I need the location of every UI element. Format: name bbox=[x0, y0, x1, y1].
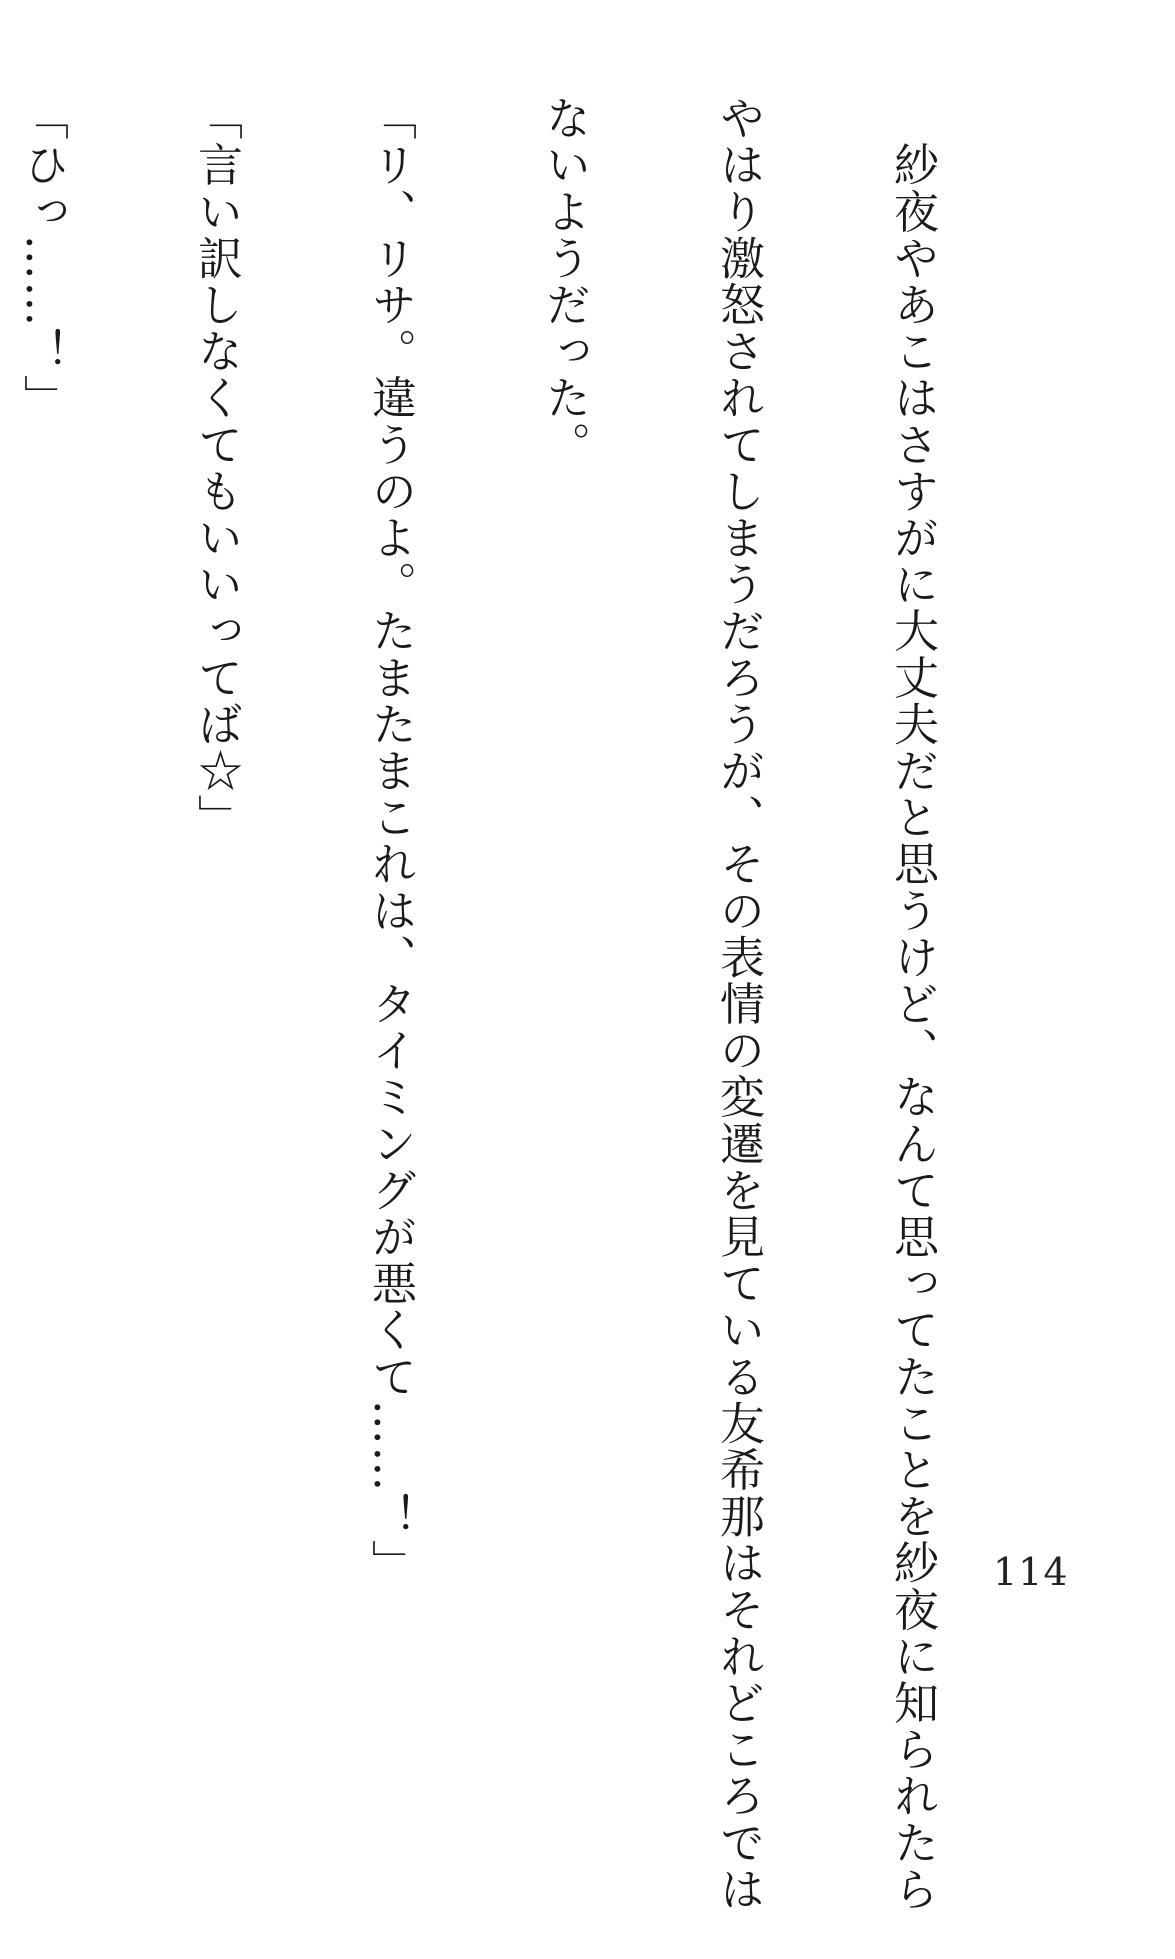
text-line: ないようだった。 bbox=[538, 95, 591, 468]
page-number: 114 bbox=[993, 1550, 1069, 1594]
text-line: 「言い訳しなくてもいいってば☆」 bbox=[190, 95, 243, 841]
text-line: やはり激怒されてしまうだろうが、その表情の変遷を見ている友希那はそれどころでは bbox=[712, 95, 765, 1913]
text-line: 紗夜やあこはさすがに大丈夫だと思うけど、なんて思ってたことを紗夜に知られたら bbox=[886, 95, 939, 1913]
text-line: 「リ、リサ。違うのよ。たまたまこれは、タイミングが悪くて……！」 bbox=[364, 95, 417, 1587]
text-line: 「ひっ……！」 bbox=[16, 95, 69, 422]
